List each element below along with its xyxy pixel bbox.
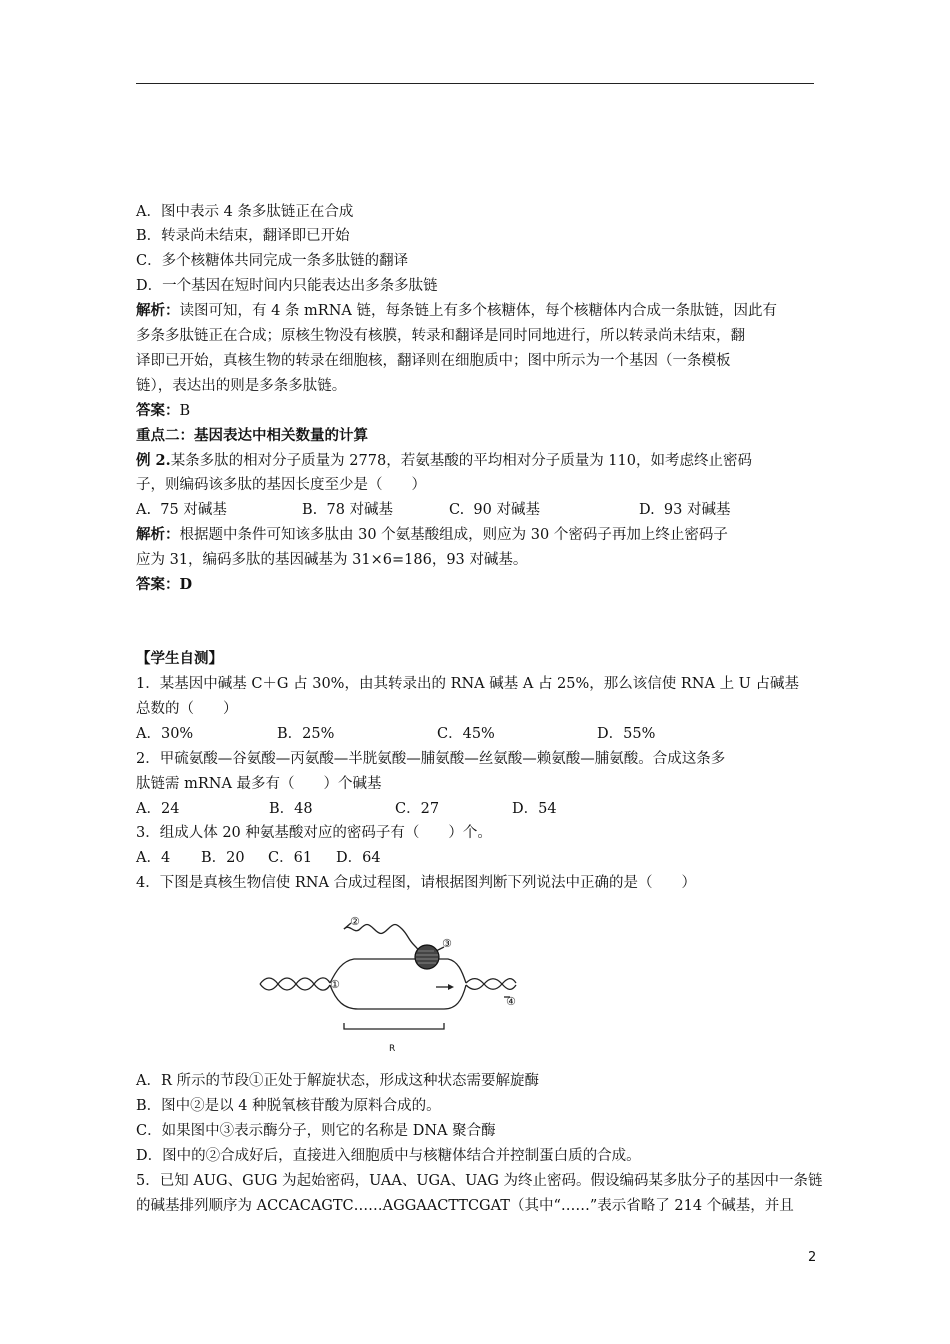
example-option: B. 78 对碱基 — [302, 502, 394, 518]
example-option: C. 90 对碱基 — [449, 502, 540, 518]
question-option: C．如果图中③表示酶分子，则它的名称是 DNA 聚合酶 — [136, 1123, 496, 1139]
answer-value: B — [179, 403, 191, 419]
question-option: B．48 — [269, 801, 313, 817]
question-option: D．图中的②合成好后，直接进入细胞质中与核糖体结合并控制蛋白质的合成。 — [136, 1148, 641, 1164]
figure-label-3: ③ — [442, 937, 452, 950]
analysis-label: 解析： — [136, 302, 180, 319]
analysis-label: 解析： — [136, 526, 180, 543]
example-label: 例 2. — [136, 452, 171, 469]
option-c: C．多个核糖体共同完成一条多肽链的翻译 — [136, 253, 409, 269]
question-option: D．54 — [512, 801, 557, 817]
figure-label-4: ④ — [506, 995, 516, 1008]
figure-label-2: ② — [350, 915, 360, 928]
option-b: B．转录尚未结束，翻译即已开始 — [136, 228, 350, 244]
question-option: D．64 — [336, 850, 381, 866]
analysis-text: 读图可知，有 4 条 mRNA 链，每条链上有多个核糖体，每个核糖体内合成一条肽链，因此有 — [179, 303, 777, 319]
question-line: 1．某基因中碱基 C＋G 占 30%，由其转录出的 RNA 碱基 A 占 25%，那么该信使 RNA 上 U 占碱基 — [136, 676, 800, 692]
question-option: B．25% — [277, 726, 335, 742]
question-line: 4．下图是真核生物信使 RNA 合成过程图，请根据图判断下列说法中正确的是（ ） — [136, 875, 697, 891]
question-option: A．24 — [136, 801, 180, 817]
answer-line — [136, 575, 192, 595]
self-test-title: 【学生自测】 — [136, 650, 223, 667]
analysis-line: 译即已开始，真核生物的转录在细胞核，翻译则在细胞质中；图中所示为一个基因（一条模板 — [136, 353, 731, 369]
answer-label: 答案： — [136, 402, 180, 419]
question-option: A．30% — [136, 726, 194, 742]
example-line: 子，则编码该多肽的基因长度至少是（ ） — [136, 477, 426, 493]
question-option: C．27 — [395, 801, 440, 817]
example-option: D. 93 对碱基 — [639, 502, 731, 518]
question-option: C．61 — [268, 850, 313, 866]
question-line: 总数的（ ） — [136, 701, 238, 717]
header-rule — [136, 83, 814, 84]
analysis-text: 根据题中条件可知该多肽由 30 个氨基酸组成，则应为 30 个密码子再加上终止密码子 — [179, 527, 728, 543]
question-line: 的碱基排列顺序为 ACCACAGTC……AGGAACTTCGAT（其中“……”表示省略了 214 个碱基，并且 — [136, 1198, 794, 1214]
question-option: B．20 — [201, 850, 245, 866]
question-option: C．45% — [437, 726, 495, 742]
option-d: D．一个基因在短时间内只能表达出多条多肽链 — [136, 278, 438, 294]
analysis-line: 应为 31，编码多肽的基因碱基为 31×6=186，93 对碱基。 — [136, 552, 528, 568]
section-title: 重点二：基因表达中相关数量的计算 — [136, 427, 368, 444]
answer-label: 答案： — [136, 576, 180, 593]
question-line: 3．组成人体 20 种氨基酸对应的密码子有（ ）个。 — [136, 825, 492, 841]
analysis-line: 多条多肽链正在合成；原核生物没有核膜，转录和翻译是同时同地进行，所以转录尚未结束，翻 — [136, 328, 745, 344]
example-line — [136, 451, 752, 471]
example-option: A. 75 对碱基 — [136, 502, 227, 518]
question-option: B．图中②是以 4 种脱氧核苷酸为原料合成的。 — [136, 1098, 441, 1114]
figure-label-1: ① — [330, 978, 340, 991]
analysis-line — [136, 525, 728, 545]
option-a: A．图中表示 4 条多肽链正在合成 — [136, 204, 354, 220]
page-number: 2 — [808, 1250, 817, 1265]
question-option: A．R 所示的节段①正处于解旋状态，形成这种状态需要解旋酶 — [136, 1073, 539, 1089]
analysis-line: 链），表达出的则是多条多肽链。 — [136, 378, 347, 394]
question-option: A．4 — [136, 850, 171, 866]
analysis-line — [136, 301, 777, 321]
question-option: D．55% — [597, 726, 656, 742]
answer-value: D — [179, 576, 193, 593]
example-text: 某条多肽的相对分子质量为 2778，若氨基酸的平均相对分子质量为 110，如考虑终止密码 — [170, 453, 752, 469]
transcription-diagram — [258, 905, 520, 1055]
figure-label-r: R — [389, 1044, 396, 1054]
question-line: 肽链需 mRNA 最多有（ ）个碱基 — [136, 776, 382, 792]
question-line: 2．甲硫氨酸—谷氨酸—丙氨酸—半胱氨酸—脯氨酸—丝氨酸—赖氨酸—脯氨酸。合成这条多 — [136, 751, 726, 767]
answer-line — [136, 401, 190, 421]
question-line: 5．已知 AUG、GUG 为起始密码，UAA、UGA、UAG 为终止密码。假设编码某多肽分子的基因中一条链 — [136, 1173, 823, 1189]
